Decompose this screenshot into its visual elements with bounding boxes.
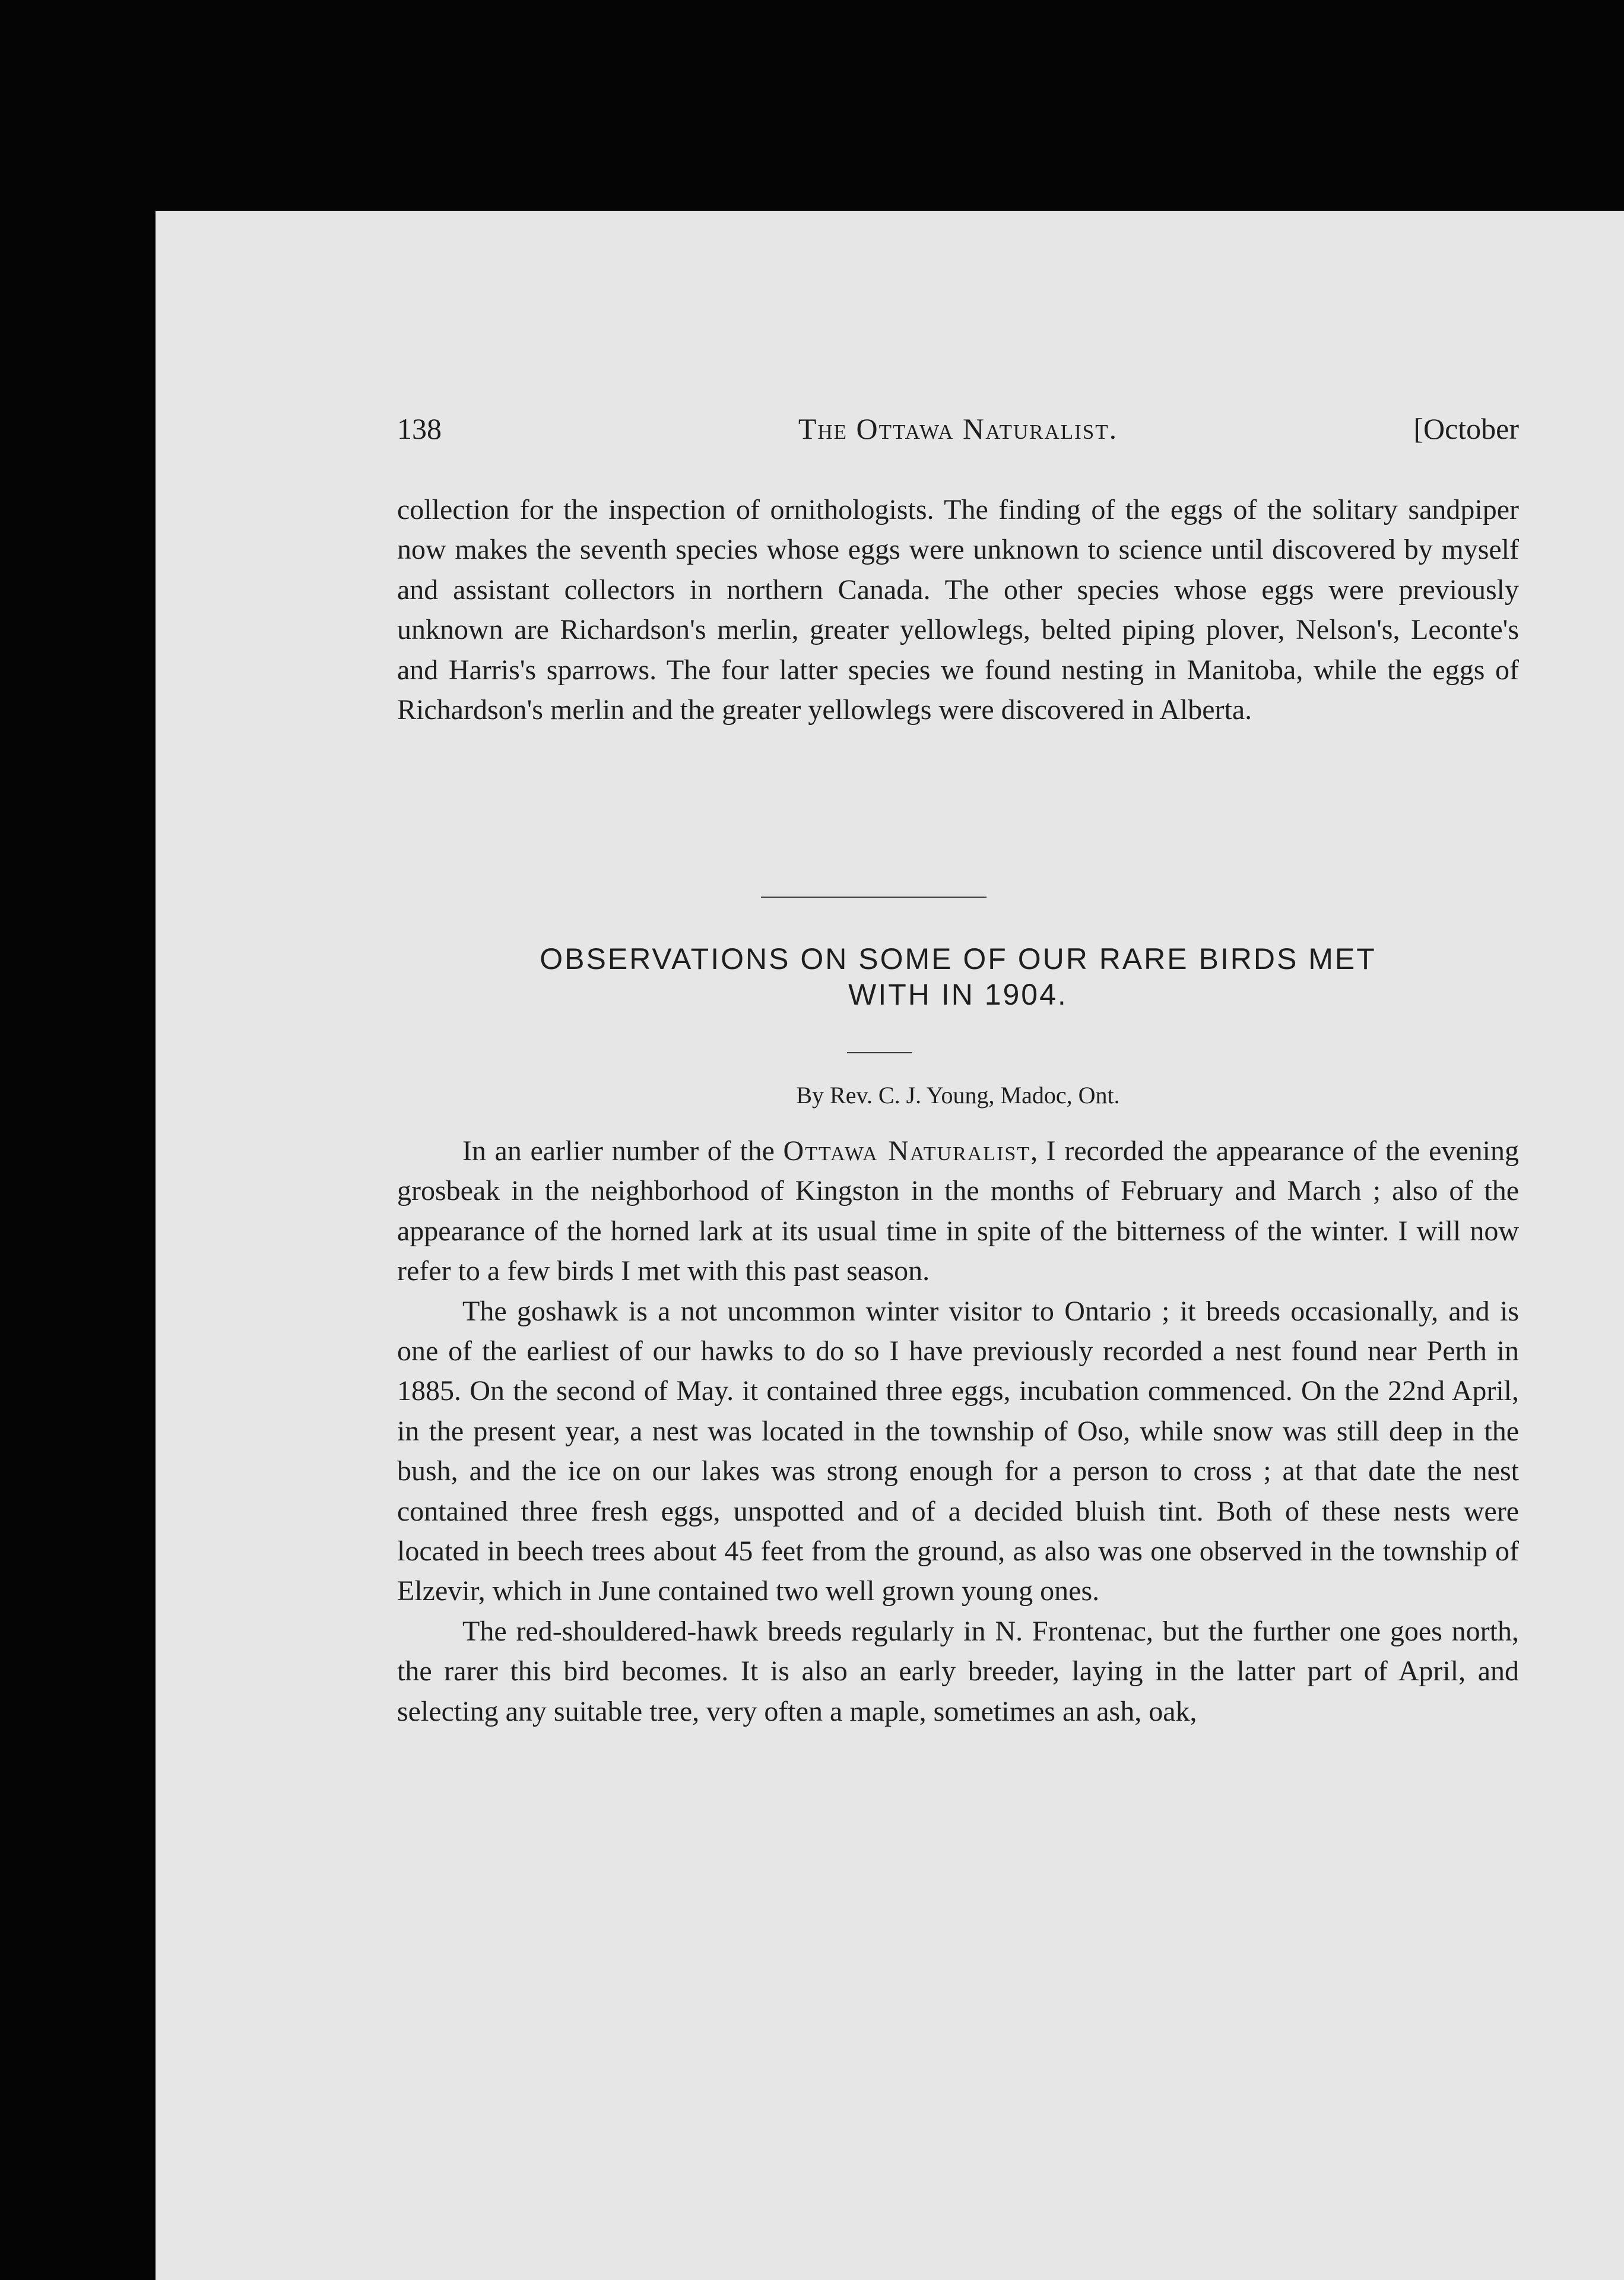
previous-article-text (397, 490, 1519, 730)
paragraph (397, 1131, 1519, 1291)
paragraph: The red-shouldered-hawk breeds regularly in N. Frontenac, but the further one goes north, the rarer this bird becomes. It is also an early breeder, laying in the latter part of April, and selecting any suitable tree, very often a maple, sometimes an ash, oak, (397, 1615, 1519, 1727)
paragraph-text: , I recorded the appearance of the evening grosbeak in the neighborhood of Kingston in the months of February and March ; also of the appearance of the horned lark at its usual time in spite of the bitterness of the winter. I will now refer to a few birds I met with this past season. (397, 1135, 1520, 1287)
page-number: 138 (397, 412, 442, 445)
section-divider (761, 897, 987, 898)
running-title: The Ottawa Naturalist. (798, 412, 1118, 445)
title-divider (847, 1052, 912, 1053)
article-title-line: WITH IN 1904. (848, 978, 1068, 1011)
byline: By Rev. C. J. Young, Madoc, Ont. (796, 1082, 1120, 1109)
journal-name: Ottawa Naturalist (783, 1135, 1031, 1167)
paragraph-text: In an earlier number of the (462, 1135, 784, 1167)
paragraph: The goshawk is a not uncommon winter visitor to Ontario ; it breeds occasionally, and is one of the earliest of our hawks to do so I have previously recorded a nest found near Perth in 1885. On the second of May. it contained three eggs, incubation commenced. On the 22nd April, in the present year, a nest was located in the township of Oso, while snow was still deep in the bush, and the ice on our lakes was strong enough for a person to cross ; at that date the nest contained three fresh eggs, unspotted and of a decided bluish tint. Both of these nests were located in beech trees about 45 feet from the ground, as also was one observed in the township of Elzevir, which in June contained two well grown young ones. (397, 1295, 1519, 1607)
paragraph: collection for the inspection of ornithologists. The finding of the eggs of the solitary sandpiper now makes the seventh species whose eggs were unknown to science until discovered by myself and assistant collectors in northern Canada. The other species whose eggs were previously unknown are Richardson's merlin, greater yellowlegs, belted piping plover, Nelson's, Leconte's and Harris's sparrows. The four latter species we found nesting in Manitoba, while the eggs of Richardson's merlin and the greater yellowlegs were discovered in Alberta. (397, 494, 1519, 726)
article-title-line: OBSERVATIONS ON SOME OF OUR RARE BIRDS MET (540, 942, 1376, 976)
article-title (397, 941, 1519, 1012)
issue-month: [October (1413, 412, 1519, 445)
document-page (156, 211, 1624, 2280)
article-body (397, 1131, 1519, 1731)
page-header (397, 411, 1519, 459)
